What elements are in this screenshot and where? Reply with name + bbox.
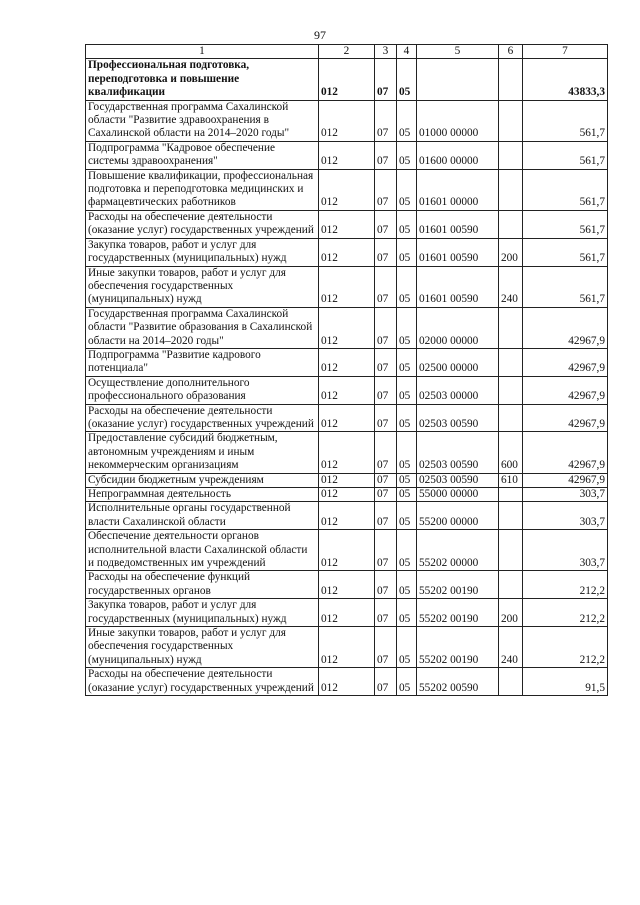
- ministry-code-cell: 012: [319, 404, 375, 432]
- subsection-code-cell: 05: [397, 169, 417, 210]
- expense-type-code-cell: 200: [499, 238, 523, 266]
- subsection-code-cell: 05: [397, 432, 417, 473]
- ministry-code-cell: 012: [319, 376, 375, 404]
- column-header: 6: [499, 45, 523, 59]
- section-code-cell: 07: [375, 488, 397, 502]
- column-header: 5: [417, 45, 499, 59]
- expense-type-code-cell: 200: [499, 599, 523, 627]
- subsection-code-cell: 05: [397, 141, 417, 169]
- expense-type-code-cell: [499, 100, 523, 141]
- subsection-code-cell: 05: [397, 266, 417, 307]
- item-name-cell: Государственная программа Сахалинской области "Развитие здравоохранения в Сахалинской области на 2014–2020 годы": [86, 100, 319, 141]
- expense-type-code-cell: [499, 348, 523, 376]
- section-code-cell: 07: [375, 266, 397, 307]
- section-code-cell: 07: [375, 376, 397, 404]
- expense-type-code-cell: [499, 59, 523, 100]
- section-code-cell: 07: [375, 169, 397, 210]
- expense-type-code-cell: [499, 376, 523, 404]
- amount-cell: 303,7: [523, 502, 608, 530]
- table-row: [86, 100, 608, 141]
- section-code-cell: 07: [375, 530, 397, 571]
- amount-cell: 212,2: [523, 599, 608, 627]
- ministry-code-cell: 012: [319, 668, 375, 696]
- ministry-code-cell: 012: [319, 141, 375, 169]
- subsection-code-cell: 05: [397, 599, 417, 627]
- target-article-code-cell: 01601 00590: [417, 210, 499, 238]
- section-code-cell: 07: [375, 627, 397, 668]
- column-header: 1: [86, 45, 319, 59]
- ministry-code-cell: 012: [319, 488, 375, 502]
- amount-cell: 212,2: [523, 627, 608, 668]
- target-article-code-cell: [417, 59, 499, 100]
- table-row: [86, 59, 608, 100]
- ministry-code-cell: 012: [319, 238, 375, 266]
- ministry-code-cell: 012: [319, 599, 375, 627]
- ministry-code-cell: 012: [319, 473, 375, 487]
- expense-type-code-cell: [499, 307, 523, 348]
- target-article-code-cell: 01000 00000: [417, 100, 499, 141]
- table-row: [86, 599, 608, 627]
- subsection-code-cell: 05: [397, 530, 417, 571]
- expense-type-code-cell: [499, 502, 523, 530]
- item-name-cell: Иные закупки товаров, работ и услуг для обеспечения государственных (муниципальных) нужд: [86, 266, 319, 307]
- target-article-code-cell: 55202 00190: [417, 627, 499, 668]
- item-name-cell: Субсидии бюджетным учреждениям: [86, 473, 319, 487]
- expense-type-code-cell: [499, 571, 523, 599]
- section-code-cell: 07: [375, 141, 397, 169]
- amount-cell: 212,2: [523, 571, 608, 599]
- table-row: [86, 307, 608, 348]
- subsection-code-cell: 05: [397, 473, 417, 487]
- item-name-cell: Государственная программа Сахалинской области "Развитие образования в Сахалинской области на 2014–2020 годы": [86, 307, 319, 348]
- table-row: [86, 571, 608, 599]
- target-article-code-cell: 55202 00000: [417, 530, 499, 571]
- item-name-cell: Предоставление субсидий бюджетным, автономным учреждениям и иным некоммерческим организациям: [86, 432, 319, 473]
- table-row: [86, 668, 608, 696]
- column-header: 3: [375, 45, 397, 59]
- amount-cell: 42967,9: [523, 376, 608, 404]
- target-article-code-cell: 01601 00590: [417, 266, 499, 307]
- ministry-code-cell: 012: [319, 100, 375, 141]
- table-row: [86, 404, 608, 432]
- subsection-code-cell: 05: [397, 307, 417, 348]
- ministry-code-cell: 012: [319, 627, 375, 668]
- section-code-cell: 07: [375, 59, 397, 100]
- item-name-cell: Расходы на обеспечение деятельности (оказание услуг) государственных учреждений: [86, 404, 319, 432]
- subsection-code-cell: 05: [397, 348, 417, 376]
- ministry-code-cell: 012: [319, 348, 375, 376]
- expense-type-code-cell: [499, 169, 523, 210]
- item-name-cell: Исполнительные органы государственной власти Сахалинской области: [86, 502, 319, 530]
- expense-type-code-cell: 600: [499, 432, 523, 473]
- section-code-cell: 07: [375, 432, 397, 473]
- target-article-code-cell: 02503 00590: [417, 432, 499, 473]
- target-article-code-cell: 02503 00590: [417, 473, 499, 487]
- ministry-code-cell: 012: [319, 571, 375, 599]
- item-name-cell: Подпрограмма "Кадровое обеспечение системы здравоохранения": [86, 141, 319, 169]
- table-row: [86, 376, 608, 404]
- item-name-cell: Иные закупки товаров, работ и услуг для обеспечения государственных (муниципальных) нужд: [86, 627, 319, 668]
- table-row: [86, 432, 608, 473]
- table-row: [86, 348, 608, 376]
- amount-cell: 303,7: [523, 530, 608, 571]
- target-article-code-cell: 55202 00190: [417, 571, 499, 599]
- target-article-code-cell: 55202 00590: [417, 668, 499, 696]
- subsection-code-cell: 05: [397, 59, 417, 100]
- item-name-cell: Осуществление дополнительного профессионального образования: [86, 376, 319, 404]
- subsection-code-cell: 05: [397, 502, 417, 530]
- amount-cell: 561,7: [523, 169, 608, 210]
- expense-type-code-cell: [499, 404, 523, 432]
- section-code-cell: 07: [375, 668, 397, 696]
- ministry-code-cell: 012: [319, 210, 375, 238]
- subsection-code-cell: 05: [397, 627, 417, 668]
- target-article-code-cell: 01601 00590: [417, 238, 499, 266]
- expense-type-code-cell: [499, 488, 523, 502]
- section-code-cell: 07: [375, 404, 397, 432]
- ministry-code-cell: 012: [319, 432, 375, 473]
- section-code-cell: 07: [375, 473, 397, 487]
- expense-type-code-cell: [499, 141, 523, 169]
- column-header: 2: [319, 45, 375, 59]
- item-name-cell: Расходы на обеспечение деятельности (оказание услуг) государственных учреждений: [86, 668, 319, 696]
- expense-type-code-cell: [499, 668, 523, 696]
- section-code-cell: 07: [375, 502, 397, 530]
- table-row: [86, 473, 608, 487]
- header-row: [86, 45, 608, 59]
- ministry-code-cell: 012: [319, 59, 375, 100]
- amount-cell: 561,7: [523, 100, 608, 141]
- amount-cell: 42967,9: [523, 404, 608, 432]
- ministry-code-cell: 012: [319, 502, 375, 530]
- target-article-code-cell: 02000 00000: [417, 307, 499, 348]
- section-code-cell: 07: [375, 238, 397, 266]
- table-row: [86, 238, 608, 266]
- budget-table: [85, 44, 608, 696]
- ministry-code-cell: 012: [319, 169, 375, 210]
- section-code-cell: 07: [375, 100, 397, 141]
- amount-cell: 561,7: [523, 266, 608, 307]
- target-article-code-cell: 55200 00000: [417, 502, 499, 530]
- subsection-code-cell: 05: [397, 210, 417, 238]
- table-row: [86, 627, 608, 668]
- expense-type-code-cell: 240: [499, 266, 523, 307]
- amount-cell: 91,5: [523, 668, 608, 696]
- page-number: 97: [314, 28, 326, 42]
- target-article-code-cell: 02503 00590: [417, 404, 499, 432]
- section-code-cell: 07: [375, 571, 397, 599]
- amount-cell: 561,7: [523, 210, 608, 238]
- target-article-code-cell: 01601 00000: [417, 169, 499, 210]
- expense-type-code-cell: 240: [499, 627, 523, 668]
- expense-type-code-cell: [499, 530, 523, 571]
- subsection-code-cell: 05: [397, 488, 417, 502]
- table-row: [86, 210, 608, 238]
- table-row: [86, 502, 608, 530]
- table-row: [86, 488, 608, 502]
- column-header: 4: [397, 45, 417, 59]
- amount-cell: 561,7: [523, 141, 608, 169]
- subsection-code-cell: 05: [397, 668, 417, 696]
- amount-cell: 561,7: [523, 238, 608, 266]
- item-name-cell: Обеспечение деятельности органов исполнительной власти Сахалинской области и подведомственных им учреждений: [86, 530, 319, 571]
- target-article-code-cell: 02500 00000: [417, 348, 499, 376]
- target-article-code-cell: 55202 00190: [417, 599, 499, 627]
- section-code-cell: 07: [375, 307, 397, 348]
- item-name-cell: Профессиональная подготовка, переподготовка и повышение квалификации: [86, 59, 319, 100]
- subsection-code-cell: 05: [397, 404, 417, 432]
- subsection-code-cell: 05: [397, 571, 417, 599]
- item-name-cell: Закупка товаров, работ и услуг для государственных (муниципальных) нужд: [86, 599, 319, 627]
- amount-cell: 42967,9: [523, 348, 608, 376]
- expense-type-code-cell: 610: [499, 473, 523, 487]
- item-name-cell: Расходы на обеспечение функций государственных органов: [86, 571, 319, 599]
- target-article-code-cell: 55000 00000: [417, 488, 499, 502]
- table-row: [86, 530, 608, 571]
- ministry-code-cell: 012: [319, 266, 375, 307]
- subsection-code-cell: 05: [397, 376, 417, 404]
- amount-cell: 303,7: [523, 488, 608, 502]
- item-name-cell: Подпрограмма "Развитие кадрового потенциала": [86, 348, 319, 376]
- subsection-code-cell: 05: [397, 238, 417, 266]
- section-code-cell: 07: [375, 599, 397, 627]
- amount-cell: 43833,3: [523, 59, 608, 100]
- item-name-cell: Повышение квалификации, профессиональная подготовка и переподготовка медицинских и фармацевтических работников: [86, 169, 319, 210]
- expense-type-code-cell: [499, 210, 523, 238]
- ministry-code-cell: 012: [319, 530, 375, 571]
- item-name-cell: Непрограммная деятельность: [86, 488, 319, 502]
- amount-cell: 42967,9: [523, 307, 608, 348]
- target-article-code-cell: 02503 00000: [417, 376, 499, 404]
- amount-cell: 42967,9: [523, 473, 608, 487]
- subsection-code-cell: 05: [397, 100, 417, 141]
- ministry-code-cell: 012: [319, 307, 375, 348]
- section-code-cell: 07: [375, 348, 397, 376]
- table-row: [86, 266, 608, 307]
- item-name-cell: Закупка товаров, работ и услуг для государственных (муниципальных) нужд: [86, 238, 319, 266]
- section-code-cell: 07: [375, 210, 397, 238]
- target-article-code-cell: 01600 00000: [417, 141, 499, 169]
- column-header: 7: [523, 45, 608, 59]
- amount-cell: 42967,9: [523, 432, 608, 473]
- table-row: [86, 169, 608, 210]
- table-row: [86, 141, 608, 169]
- item-name-cell: Расходы на обеспечение деятельности (оказание услуг) государственных учреждений: [86, 210, 319, 238]
